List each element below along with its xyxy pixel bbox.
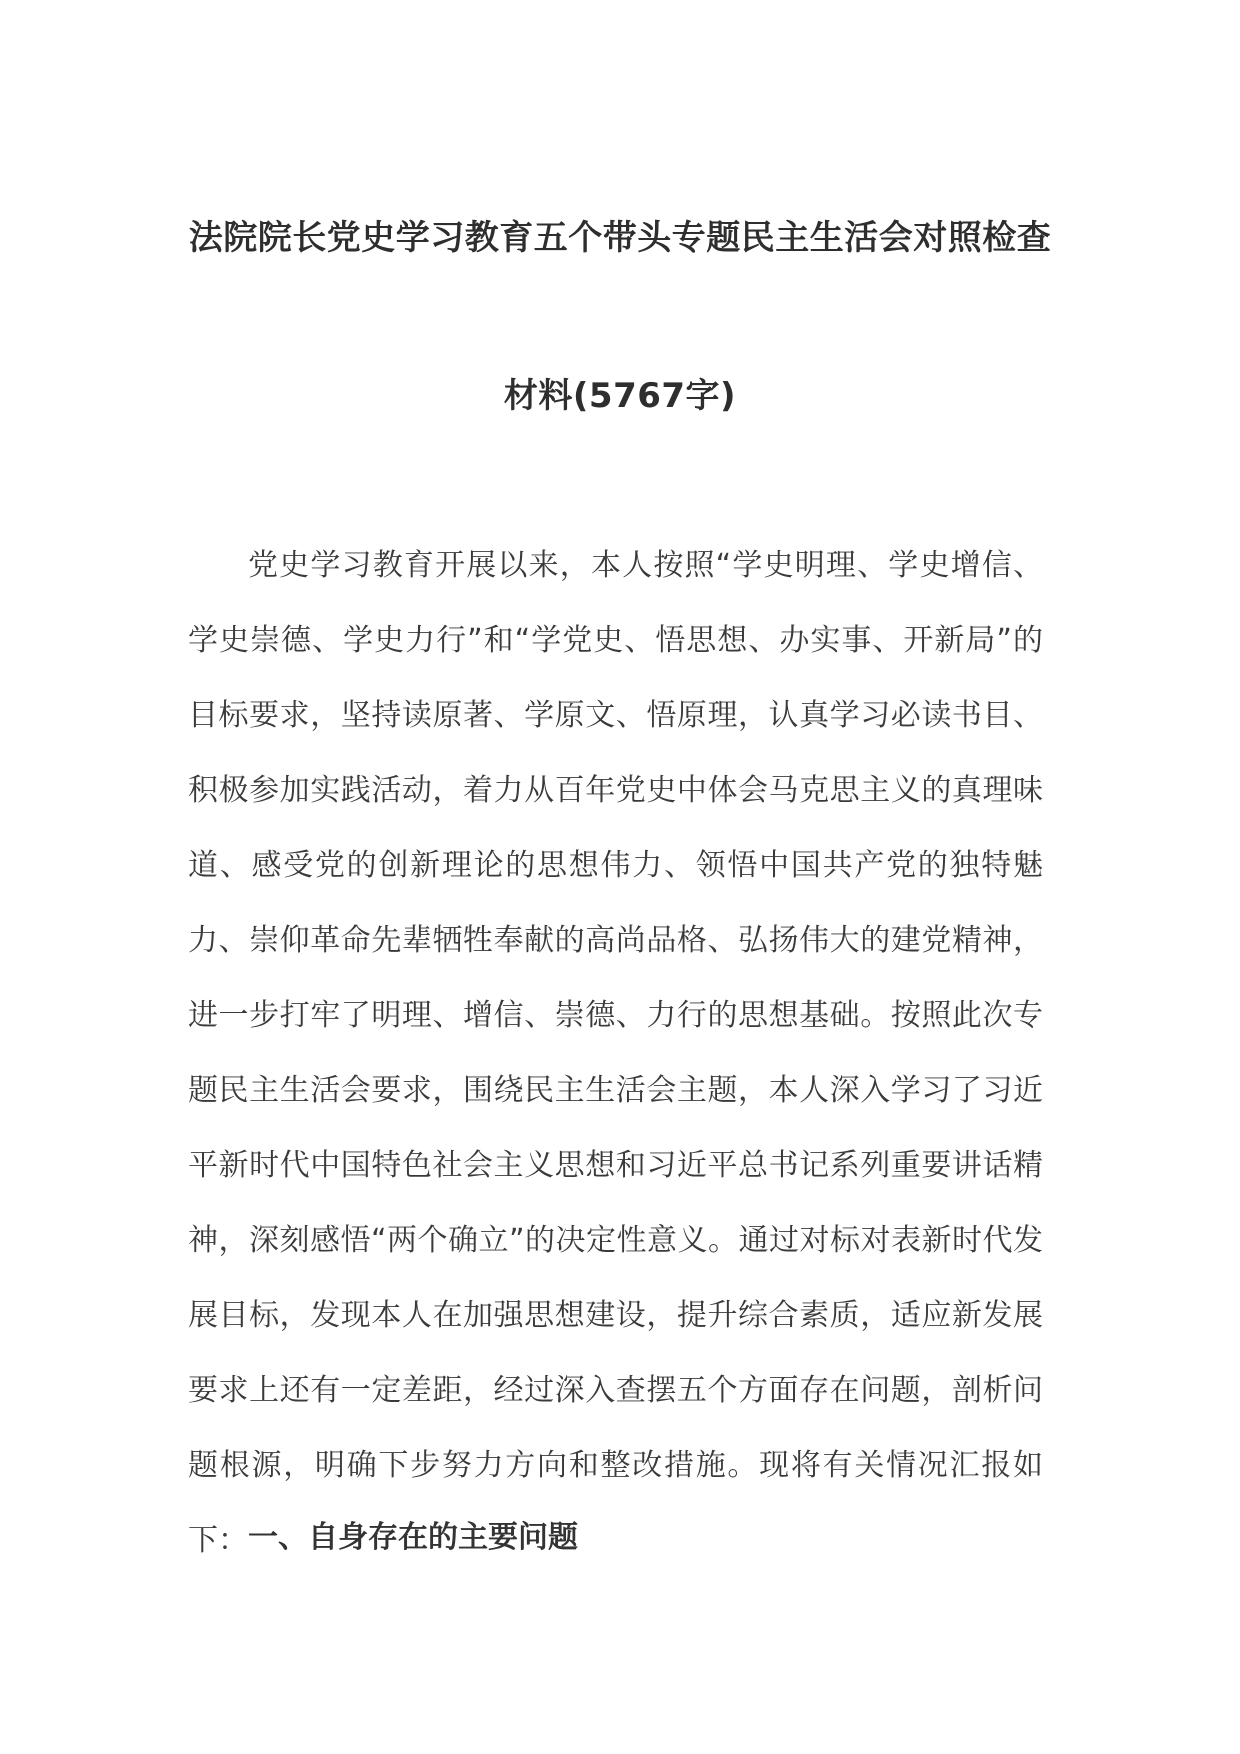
document-title-line-2: 材料(5767字): [503, 376, 737, 416]
section-heading: 一、自身存在的主要问题: [248, 1520, 578, 1555]
document-title-line-1: 法院院长党史学习教育五个带头专题民主生活会对照检查: [188, 218, 1052, 258]
intro-paragraph: 党史学习教育开展以来，本人按照“学史明理、学史增信、学史崇德、学史力行”和“学党史、悟思想、办实事、开新局”的目标要求，坚持读原著、学原文、悟原理，认真学习必读书目、积极参加实践活动，着力从百年党史中体会马克思主义的真理味道、感受党的创新理论的思想伟力、领悟中国共产党的独特魅力、崇仰革命先辈牺牲奉献的高尚品格、弘扬伟大的建党精神，进一步打牢了明理、增信、崇德、力行的思想基础。按照此次专题民主生活会要求，围绕民主生活会主题，本人深入学习了习近平新时代中国特色社会主义思想和习近平总书记系列重要讲话精神，深刻感悟“两个确立”的决定性意义。通过对标对表新时代发展目标，发现本人在加强思想建设，提升综合素质，适应新发展要求上还有一定差距，经过深入查摆五个方面存在问题，剖析问题根源，明确下步努力方向和整改措施。现将有关情况汇报如下：: [188, 548, 1043, 1558]
